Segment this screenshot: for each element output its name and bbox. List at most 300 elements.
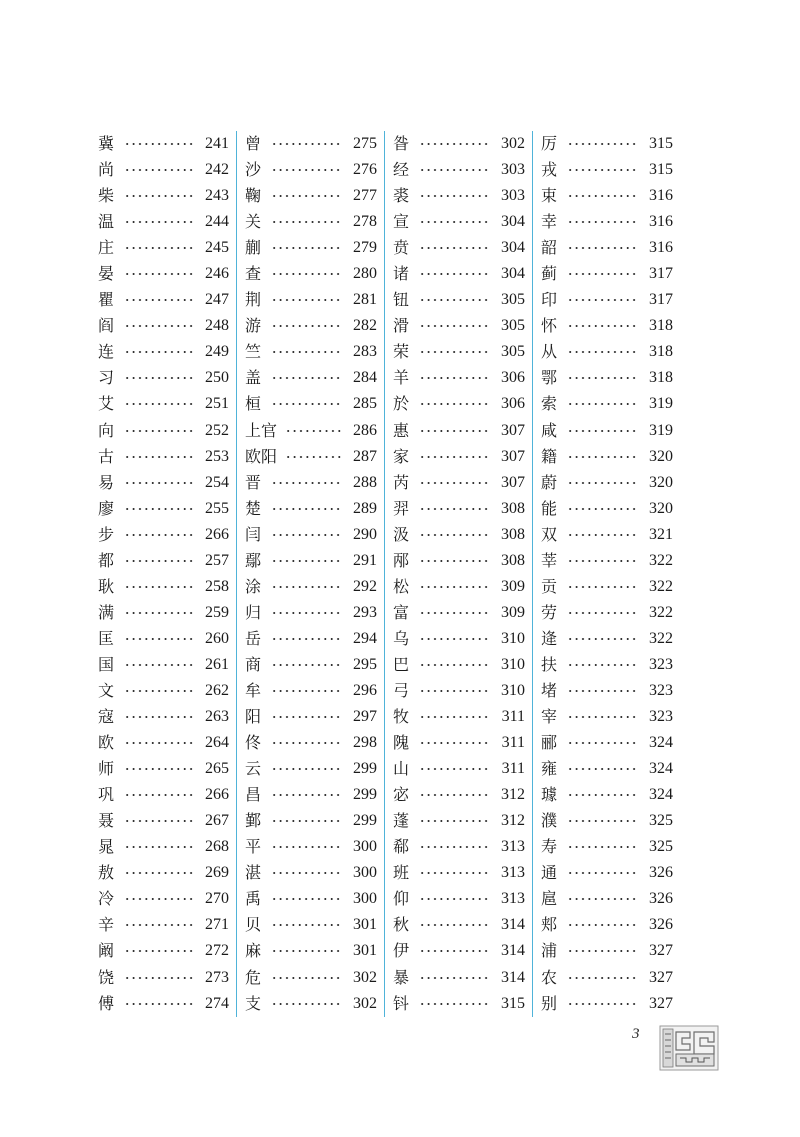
surname: 蓬 xyxy=(393,811,410,831)
page-ref: 305 xyxy=(501,343,525,361)
index-entry xyxy=(98,548,229,574)
index-entry xyxy=(393,418,525,444)
page-ref: 243 xyxy=(205,187,229,205)
index-entry xyxy=(245,157,377,183)
surname: 邴 xyxy=(393,550,410,570)
index-entry xyxy=(393,626,525,652)
page-ref: 302 xyxy=(353,994,377,1012)
index-entry xyxy=(245,756,377,782)
dot-leader xyxy=(419,560,490,562)
index-entry xyxy=(393,704,525,730)
dot-leader xyxy=(419,143,490,145)
page-ref: 306 xyxy=(501,395,525,413)
index-entry xyxy=(98,626,229,652)
dot-leader xyxy=(271,950,342,952)
index-entry xyxy=(245,912,377,938)
page-ref: 260 xyxy=(205,629,229,647)
page-ref: 308 xyxy=(501,499,525,517)
surname: 平 xyxy=(245,837,262,857)
dot-leader xyxy=(419,534,490,536)
dot-leader xyxy=(124,377,194,379)
dot-leader xyxy=(285,456,342,458)
dot-leader xyxy=(124,299,194,301)
page-ref: 324 xyxy=(649,734,673,752)
index-entry xyxy=(245,782,377,808)
dot-leader xyxy=(567,482,638,484)
index-entry xyxy=(393,808,525,834)
dot-leader xyxy=(124,195,194,197)
dot-leader xyxy=(124,247,194,249)
page-ref: 267 xyxy=(205,812,229,830)
index-entry xyxy=(541,391,673,417)
dot-leader xyxy=(567,273,638,275)
index-entry xyxy=(245,183,377,209)
index-entry xyxy=(393,157,525,183)
index-entry xyxy=(245,444,377,470)
dot-leader xyxy=(124,820,194,822)
index-entry xyxy=(98,860,229,886)
surname: 芮 xyxy=(393,472,410,492)
surname: 滑 xyxy=(393,316,410,336)
index-entry xyxy=(245,418,377,444)
index-entry xyxy=(393,912,525,938)
page-ref: 288 xyxy=(353,473,377,491)
page-ref: 309 xyxy=(501,603,525,621)
index-entry xyxy=(245,522,377,548)
surname: 云 xyxy=(245,759,262,779)
page-ref: 304 xyxy=(501,265,525,283)
dot-leader xyxy=(419,716,490,718)
page-ref: 307 xyxy=(501,473,525,491)
dot-leader xyxy=(271,377,342,379)
index-entry xyxy=(393,496,525,522)
surname: 饶 xyxy=(98,967,115,987)
surname: 瞿 xyxy=(98,290,115,310)
page-ref: 313 xyxy=(501,890,525,908)
surname: 桓 xyxy=(245,394,262,414)
surname: 鞠 xyxy=(245,186,262,206)
page-ref: 325 xyxy=(649,812,673,830)
page-ref: 327 xyxy=(649,942,673,960)
dot-leader xyxy=(419,299,490,301)
index-entry xyxy=(98,235,229,261)
page-ref: 323 xyxy=(649,681,673,699)
surname: 向 xyxy=(98,420,115,440)
index-entry xyxy=(541,756,673,782)
surname: 敖 xyxy=(98,863,115,883)
surname: 伊 xyxy=(393,941,410,961)
index-entry xyxy=(98,704,229,730)
index-entry xyxy=(541,470,673,496)
page-ref: 278 xyxy=(353,213,377,231)
dot-leader xyxy=(124,612,194,614)
dot-leader xyxy=(271,872,342,874)
surname: 隗 xyxy=(393,733,410,753)
surname: 上官 xyxy=(245,420,278,440)
dot-leader xyxy=(271,638,342,640)
index-entry xyxy=(541,496,673,522)
dot-leader xyxy=(271,221,342,223)
dot-leader xyxy=(419,247,490,249)
surname: 双 xyxy=(541,524,558,544)
page-ref: 261 xyxy=(205,655,229,673)
page-ref: 268 xyxy=(205,838,229,856)
surname: 傅 xyxy=(98,993,115,1013)
dot-leader xyxy=(419,586,490,588)
page-ref: 314 xyxy=(501,968,525,986)
page-ref: 326 xyxy=(649,864,673,882)
surname: 郦 xyxy=(541,733,558,753)
surname: 鄂 xyxy=(541,368,558,388)
dot-leader xyxy=(124,169,194,171)
surname: 濮 xyxy=(541,811,558,831)
dot-leader xyxy=(124,768,194,770)
index-entry xyxy=(98,522,229,548)
surname: 归 xyxy=(245,602,262,622)
page-ref: 286 xyxy=(353,421,377,439)
dot-leader xyxy=(419,403,490,405)
dot-leader xyxy=(567,195,638,197)
index-entry xyxy=(245,965,377,991)
page-ref: 265 xyxy=(205,760,229,778)
index-entry xyxy=(245,834,377,860)
dot-leader xyxy=(271,143,342,145)
index-entry xyxy=(98,600,229,626)
dot-leader xyxy=(271,846,342,848)
page-ref: 272 xyxy=(205,942,229,960)
page-ref: 302 xyxy=(353,968,377,986)
page-ref: 307 xyxy=(501,421,525,439)
dot-leader xyxy=(567,430,638,432)
page-ref: 301 xyxy=(353,916,377,934)
dot-leader xyxy=(567,820,638,822)
dot-leader xyxy=(419,1003,490,1005)
surname: 鄢 xyxy=(245,550,262,570)
dot-leader xyxy=(567,794,638,796)
surname: 闫 xyxy=(245,524,262,544)
page-ref: 315 xyxy=(649,161,673,179)
index-entry xyxy=(393,938,525,964)
dot-leader xyxy=(567,534,638,536)
surname: 曾 xyxy=(245,134,262,153)
index-entry xyxy=(393,860,525,886)
dot-leader xyxy=(419,820,490,822)
index-entry xyxy=(541,235,673,261)
page-ref: 316 xyxy=(649,187,673,205)
dot-leader xyxy=(419,950,490,952)
page-ref: 275 xyxy=(353,135,377,152)
surname-index xyxy=(90,131,682,1017)
dot-leader xyxy=(271,977,342,979)
page-ref: 300 xyxy=(353,864,377,882)
surname: 诸 xyxy=(393,264,410,284)
dot-leader xyxy=(271,325,342,327)
dot-leader xyxy=(567,221,638,223)
page-ref: 279 xyxy=(353,239,377,257)
index-entry xyxy=(541,548,673,574)
surname: 步 xyxy=(98,524,115,544)
surname: 关 xyxy=(245,212,262,232)
page-ref: 315 xyxy=(649,135,673,152)
dot-leader xyxy=(419,325,490,327)
surname: 扈 xyxy=(541,889,558,909)
dot-leader xyxy=(124,586,194,588)
page-ref: 266 xyxy=(205,786,229,804)
page-ref: 293 xyxy=(353,603,377,621)
page-ref: 322 xyxy=(649,577,673,595)
page-ref: 269 xyxy=(205,864,229,882)
surname: 郏 xyxy=(541,915,558,935)
index-entry xyxy=(98,339,229,365)
page-ref: 320 xyxy=(649,499,673,517)
surname: 商 xyxy=(245,654,262,674)
page-ref: 245 xyxy=(205,239,229,257)
page-ref: 305 xyxy=(501,291,525,309)
surname: 竺 xyxy=(245,342,262,362)
index-entry xyxy=(541,287,673,313)
surname: 山 xyxy=(393,759,410,779)
surname: 别 xyxy=(541,993,558,1013)
index-entry xyxy=(393,522,525,548)
dot-leader xyxy=(271,560,342,562)
dot-leader xyxy=(567,169,638,171)
page-number: 3 xyxy=(632,1026,640,1042)
page-ref: 327 xyxy=(649,968,673,986)
dot-leader xyxy=(419,456,490,458)
surname: 牧 xyxy=(393,707,410,727)
index-entry xyxy=(98,183,229,209)
surname: 羿 xyxy=(393,498,410,518)
index-entry xyxy=(541,834,673,860)
surname: 松 xyxy=(393,576,410,596)
page-ref: 322 xyxy=(649,603,673,621)
index-entry xyxy=(245,860,377,886)
index-entry xyxy=(245,574,377,600)
dot-leader xyxy=(271,482,342,484)
surname: 习 xyxy=(98,368,115,388)
index-entry xyxy=(541,991,673,1017)
dot-leader xyxy=(567,403,638,405)
dot-leader xyxy=(419,768,490,770)
surname: 柴 xyxy=(98,186,115,206)
dot-leader xyxy=(124,351,194,353)
page-ref: 312 xyxy=(501,812,525,830)
page-ref: 280 xyxy=(353,265,377,283)
dot-leader xyxy=(271,716,342,718)
index-entry xyxy=(541,626,673,652)
page-ref: 319 xyxy=(649,395,673,413)
page-ref: 249 xyxy=(205,343,229,361)
surname: 阳 xyxy=(245,707,262,727)
index-entry xyxy=(98,261,229,287)
surname: 惠 xyxy=(393,420,410,440)
index-entry xyxy=(98,730,229,756)
page-ref: 298 xyxy=(353,734,377,752)
surname: 涂 xyxy=(245,576,262,596)
page-ref: 241 xyxy=(205,135,229,152)
surname: 籍 xyxy=(541,446,558,466)
surname: 连 xyxy=(98,342,115,362)
index-entry xyxy=(541,157,673,183)
index-entry xyxy=(393,730,525,756)
index-entry xyxy=(245,626,377,652)
surname: 索 xyxy=(541,394,558,414)
index-entry xyxy=(98,574,229,600)
index-entry xyxy=(393,991,525,1017)
dot-leader xyxy=(567,143,638,145)
surname: 班 xyxy=(393,863,410,883)
dot-leader xyxy=(567,716,638,718)
surname: 晋 xyxy=(245,472,262,492)
page-ref: 309 xyxy=(501,577,525,595)
surname: 聂 xyxy=(98,811,115,831)
dot-leader xyxy=(567,846,638,848)
surname: 麻 xyxy=(245,941,262,961)
page-ref: 297 xyxy=(353,708,377,726)
dot-leader xyxy=(419,195,490,197)
index-entry xyxy=(245,339,377,365)
surname: 钮 xyxy=(393,290,410,310)
page-ref: 320 xyxy=(649,447,673,465)
surname: 沙 xyxy=(245,160,262,180)
dot-leader xyxy=(567,898,638,900)
page-ref: 324 xyxy=(649,786,673,804)
dot-leader xyxy=(124,1003,194,1005)
dot-leader xyxy=(124,977,194,979)
page-ref: 255 xyxy=(205,499,229,517)
dot-leader xyxy=(271,898,342,900)
page-ref: 316 xyxy=(649,239,673,257)
surname: 巴 xyxy=(393,654,410,674)
surname: 怀 xyxy=(541,316,558,336)
surname: 戎 xyxy=(541,160,558,180)
page-ref: 316 xyxy=(649,213,673,231)
surname: 浦 xyxy=(541,941,558,961)
surname: 庄 xyxy=(98,238,115,258)
surname: 文 xyxy=(98,680,115,700)
page-ref: 300 xyxy=(353,890,377,908)
index-entry xyxy=(98,470,229,496)
index-entry xyxy=(245,365,377,391)
dot-leader xyxy=(567,377,638,379)
dot-leader xyxy=(419,898,490,900)
dot-leader xyxy=(567,351,638,353)
dot-leader xyxy=(124,950,194,952)
index-entry xyxy=(541,574,673,600)
index-entry xyxy=(393,652,525,678)
index-entry xyxy=(393,365,525,391)
page-ref: 308 xyxy=(501,525,525,543)
dot-leader xyxy=(271,403,342,405)
surname: 都 xyxy=(98,550,115,570)
surname: 弓 xyxy=(393,680,410,700)
index-entry xyxy=(98,652,229,678)
dot-leader xyxy=(567,612,638,614)
surname: 晏 xyxy=(98,264,115,284)
index-entry xyxy=(541,938,673,964)
index-entry xyxy=(393,183,525,209)
dot-leader xyxy=(124,716,194,718)
page-ref: 258 xyxy=(205,577,229,595)
page-ref: 311 xyxy=(501,734,525,752)
index-entry xyxy=(98,965,229,991)
index-entry xyxy=(98,678,229,704)
surname: 师 xyxy=(98,759,115,779)
index-entry xyxy=(98,834,229,860)
page-ref: 326 xyxy=(649,890,673,908)
index-entry xyxy=(98,991,229,1017)
page-ref: 277 xyxy=(353,187,377,205)
index-entry xyxy=(541,965,673,991)
surname: 蒯 xyxy=(245,238,262,258)
index-entry xyxy=(245,704,377,730)
page-ref: 313 xyxy=(501,864,525,882)
surname: 牟 xyxy=(245,680,262,700)
page-ref: 282 xyxy=(353,317,377,335)
page-ref: 327 xyxy=(649,994,673,1012)
index-entry xyxy=(393,287,525,313)
page-ref: 306 xyxy=(501,369,525,387)
dot-leader xyxy=(124,898,194,900)
page-ref: 310 xyxy=(501,681,525,699)
index-entry xyxy=(541,600,673,626)
page-ref: 318 xyxy=(649,369,673,387)
dot-leader xyxy=(124,508,194,510)
surname: 游 xyxy=(245,316,262,336)
dot-leader xyxy=(419,169,490,171)
page-ref: 252 xyxy=(205,421,229,439)
surname: 经 xyxy=(393,160,410,180)
surname: 富 xyxy=(393,602,410,622)
page-ref: 276 xyxy=(353,161,377,179)
dot-leader xyxy=(419,482,490,484)
surname: 扶 xyxy=(541,654,558,674)
page-ref: 314 xyxy=(501,942,525,960)
index-entry xyxy=(393,574,525,600)
surname: 辛 xyxy=(98,915,115,935)
index-entry xyxy=(393,209,525,235)
dot-leader xyxy=(124,664,194,666)
index-entry xyxy=(541,860,673,886)
index-entry xyxy=(245,991,377,1017)
surname: 岳 xyxy=(245,628,262,648)
index-entry xyxy=(541,678,673,704)
surname: 能 xyxy=(541,498,558,518)
index-entry xyxy=(393,235,525,261)
surname: 盖 xyxy=(245,368,262,388)
index-entry xyxy=(393,548,525,574)
page-ref: 244 xyxy=(205,213,229,231)
surname: 暴 xyxy=(393,967,410,987)
index-entry xyxy=(393,965,525,991)
surname: 昝 xyxy=(393,134,410,153)
page-ref: 274 xyxy=(205,994,229,1012)
page-ref: 307 xyxy=(501,447,525,465)
dot-leader xyxy=(271,586,342,588)
page-ref: 312 xyxy=(501,786,525,804)
surname: 古 xyxy=(98,446,115,466)
surname: 家 xyxy=(393,446,410,466)
page-ref: 301 xyxy=(353,942,377,960)
surname: 璩 xyxy=(541,785,558,805)
index-entry xyxy=(245,313,377,339)
index-entry xyxy=(541,209,673,235)
index-entry xyxy=(245,808,377,834)
index-entry xyxy=(98,444,229,470)
index-entry xyxy=(245,678,377,704)
surname: 楚 xyxy=(245,498,262,518)
surname: 劳 xyxy=(541,602,558,622)
